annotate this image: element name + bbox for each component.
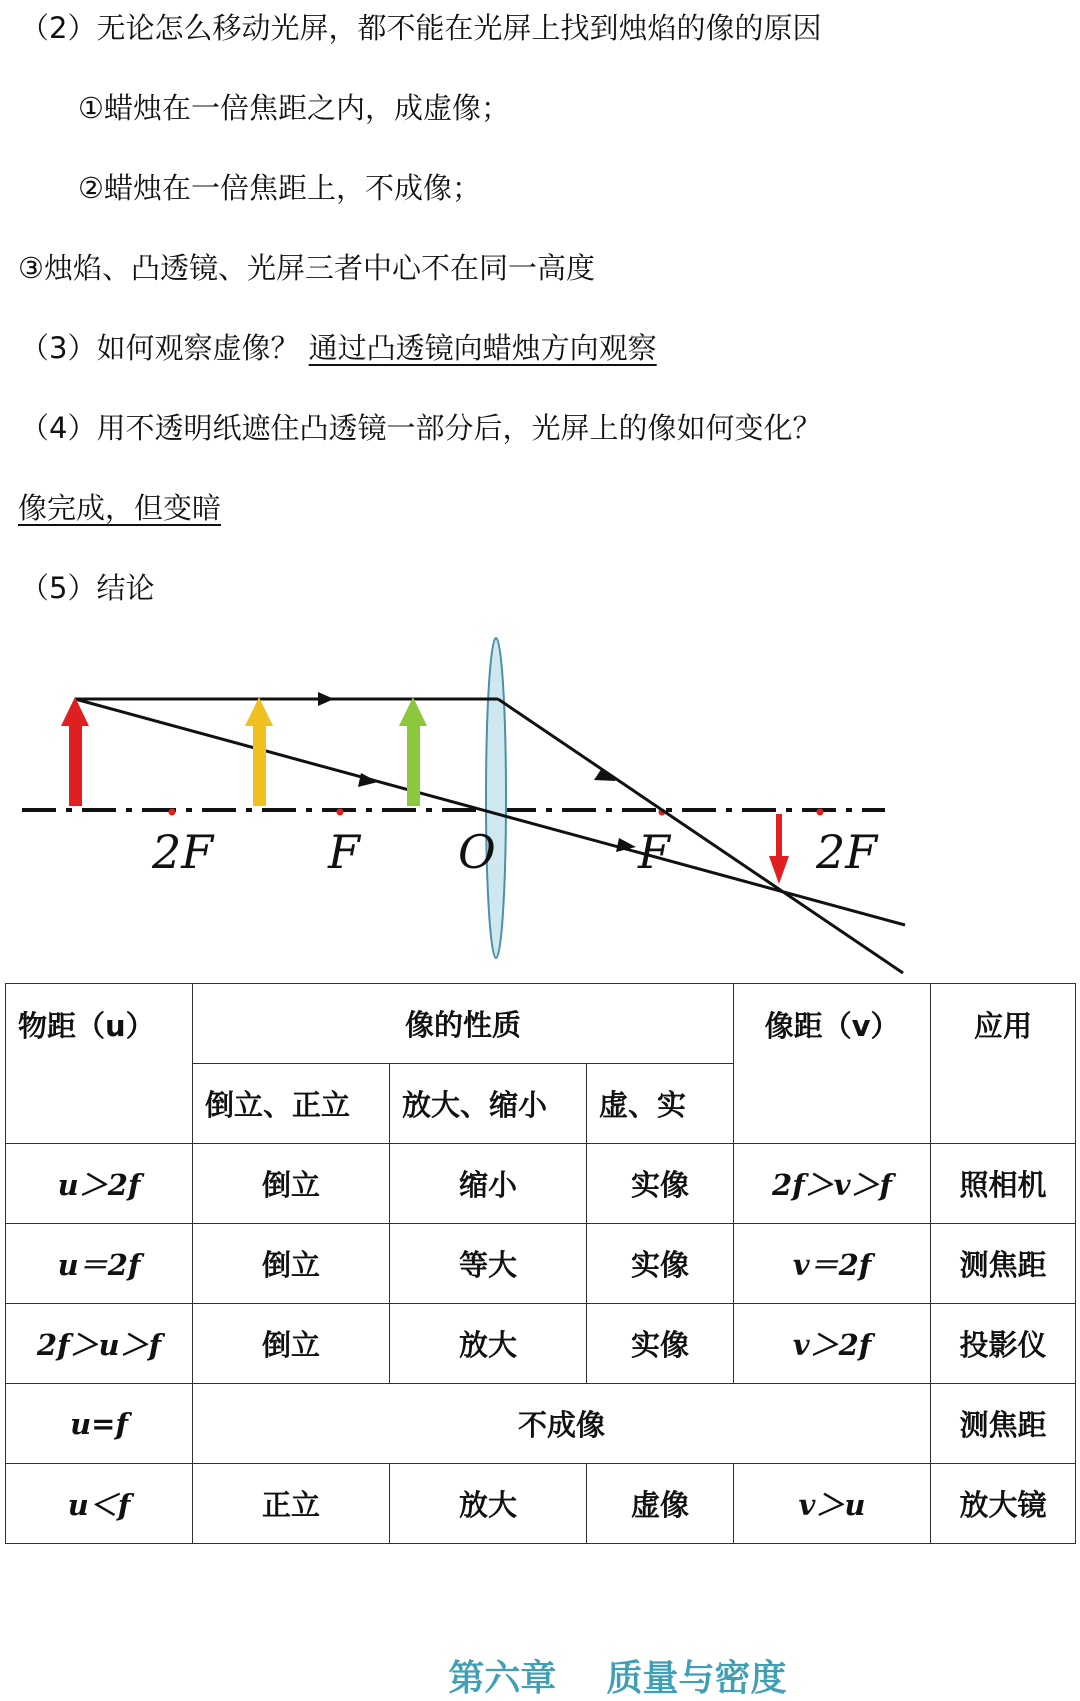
label-2F-right: 2F	[816, 825, 878, 879]
twoF-left-dot	[169, 809, 176, 816]
cell-v: v＞u	[734, 1464, 931, 1544]
cell-u: u＝2f	[6, 1224, 193, 1304]
table-row	[6, 1224, 1076, 1304]
header-type: 虚、实	[587, 1064, 734, 1144]
label-2F-left: 2F	[152, 825, 214, 879]
q3-question: （3）如何观察虚像？	[20, 331, 300, 365]
reason-1: ①蜡烛在一倍焦距之内，成虚像；	[78, 91, 510, 125]
cell-v: v＝2f	[734, 1224, 931, 1304]
image-arrow	[769, 814, 789, 884]
q5-title: （5）结论	[20, 571, 155, 605]
cell-u: 2f＞u＞f	[6, 1304, 193, 1384]
cell-v: 2f＞v＞f	[734, 1144, 931, 1224]
header-application: 应用	[931, 984, 1076, 1144]
label-F-right: F	[638, 825, 670, 879]
ray-arrow-1	[318, 692, 334, 706]
cell-size: 等大	[390, 1224, 587, 1304]
table-row	[6, 1304, 1076, 1384]
cell-u: u＜f	[6, 1464, 193, 1544]
cell-orientation: 倒立	[193, 1224, 390, 1304]
cell-v: v＞2f	[734, 1304, 931, 1384]
candle-arrow-far	[61, 697, 89, 806]
header-object-distance: 物距（u）	[6, 984, 193, 1144]
q2-title: （2）无论怎么移动光屏，都不能在光屏上找到烛焰的像的原因	[20, 11, 822, 45]
cell-application: 照相机	[931, 1144, 1076, 1224]
q4-answer: 像完成，但变暗	[18, 491, 222, 525]
cell-type: 虚像	[587, 1464, 734, 1544]
label-F-left: F	[328, 825, 360, 879]
table-row	[6, 1144, 1076, 1224]
header-size: 放大、缩小	[390, 1064, 587, 1144]
cell-application: 投影仪	[931, 1304, 1076, 1384]
cell-type: 实像	[587, 1144, 734, 1224]
q3-answer: 通过凸透镜向蜡烛方向观察	[308, 331, 657, 365]
cell-size: 放大	[390, 1464, 587, 1544]
cell-orientation: 正立	[193, 1464, 390, 1544]
label-O: O	[458, 825, 496, 879]
lens-ray-diagram	[0, 620, 1080, 980]
cell-size: 放大	[390, 1304, 587, 1384]
table-header-row-1	[6, 984, 1076, 1064]
cell-application: 测焦距	[931, 1224, 1076, 1304]
q3-line	[20, 330, 657, 366]
cell-u: u＞2f	[6, 1144, 193, 1224]
q4-question: （4）用不透明纸遮住凸透镜一部分后，光屏上的像如何变化？	[20, 411, 822, 445]
cell-application: 放大镜	[931, 1464, 1076, 1544]
cell-type: 实像	[587, 1224, 734, 1304]
reason-2: ②蜡烛在一倍焦距上，不成像；	[78, 171, 481, 205]
reason-3: ③烛焰、凸透镜、光屏三者中心不在同一高度	[18, 251, 595, 285]
cell-type: 实像	[587, 1304, 734, 1384]
lens-imaging-table	[5, 983, 1076, 1544]
twoF-right-dot	[817, 809, 824, 816]
table-row	[6, 1384, 1076, 1464]
cell-application: 测焦距	[931, 1384, 1076, 1464]
cell-orientation: 倒立	[193, 1144, 390, 1224]
header-orientation: 倒立、正立	[193, 1064, 390, 1144]
cell-u: u=f	[6, 1384, 193, 1464]
table-row	[6, 1464, 1076, 1544]
header-image-distance: 像距（v）	[734, 984, 931, 1144]
cell-no-image: 不成像	[193, 1384, 931, 1464]
chapter-heading: 第六章 质量与密度	[448, 1658, 787, 1699]
F-left-dot	[337, 809, 344, 816]
header-image-nature: 像的性质	[193, 984, 734, 1064]
cell-orientation: 倒立	[193, 1304, 390, 1384]
cell-size: 缩小	[390, 1144, 587, 1224]
convex-lens	[486, 638, 506, 958]
